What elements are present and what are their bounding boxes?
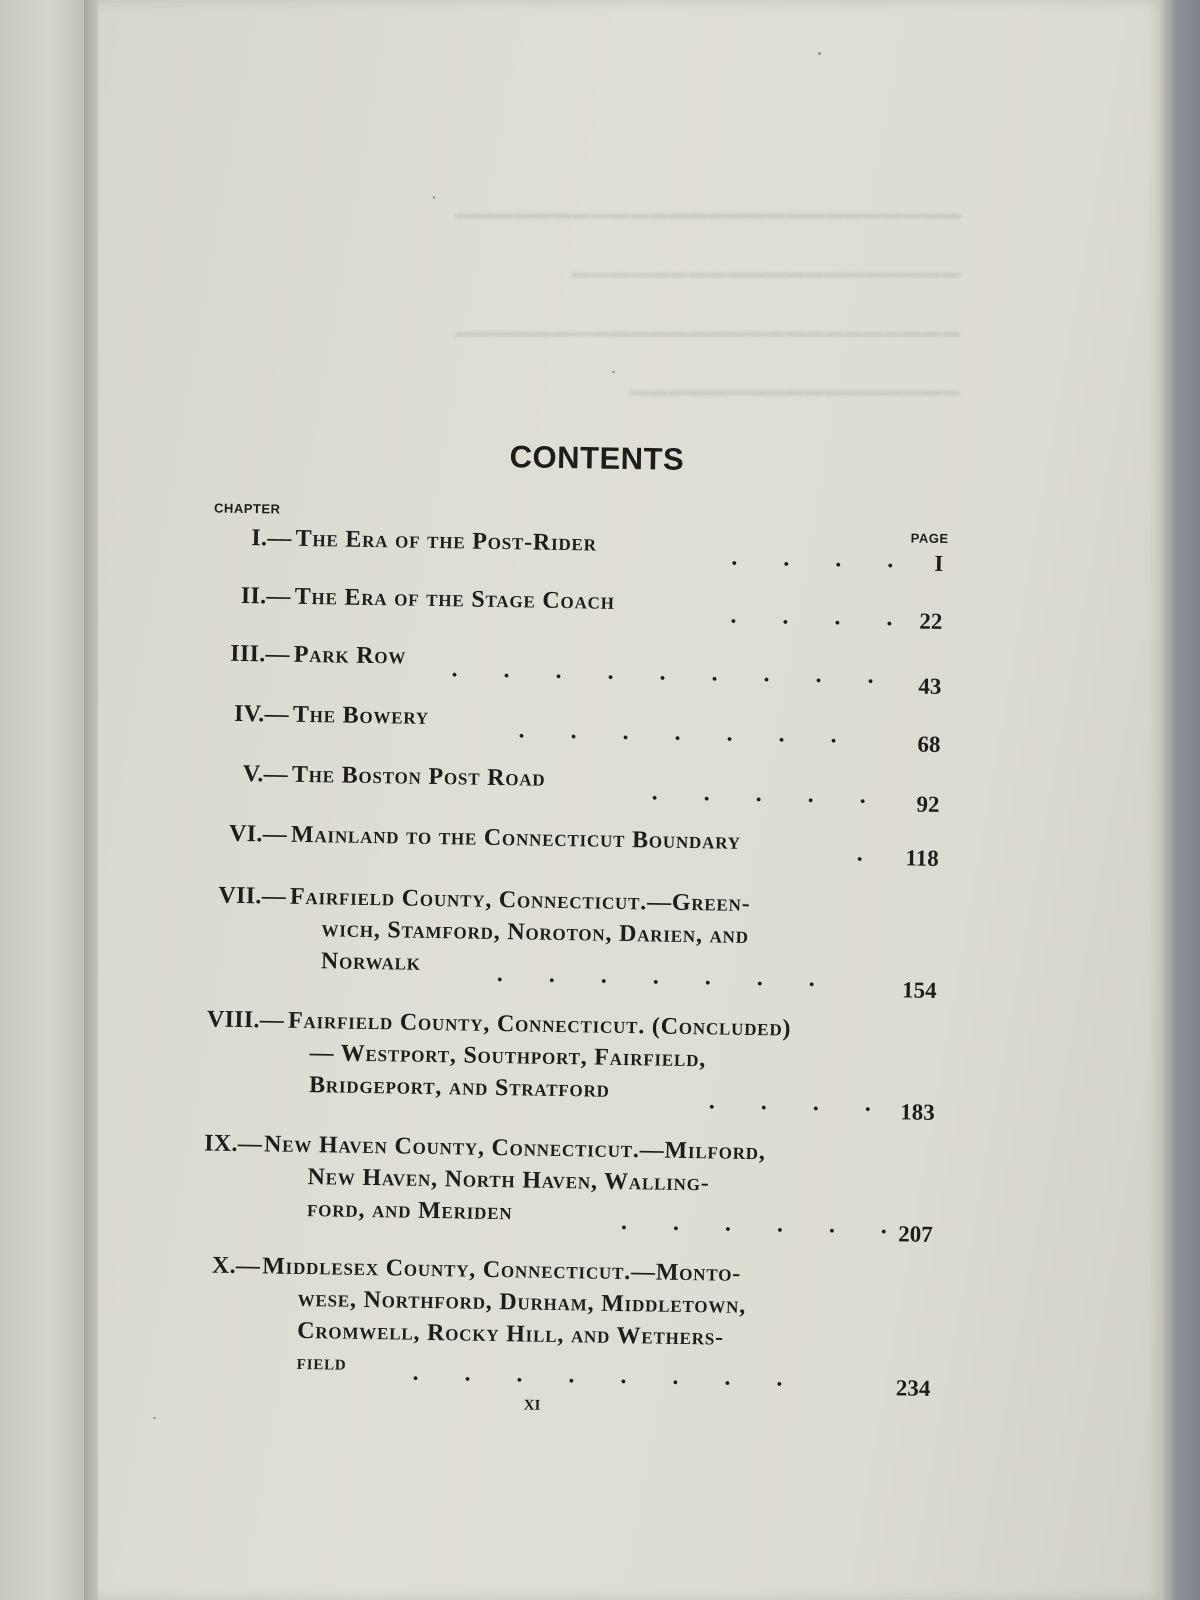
chapter-title: Fairfield County, Connecticut.—Green- [289, 883, 751, 917]
chapter-title-continued: field [296, 1349, 347, 1375]
page-number: 22 [919, 608, 943, 634]
chapter-title-continued: wese, Northford, Durham, Middletown, [297, 1285, 747, 1319]
dot-leader: . . . . . . [620, 1208, 908, 1240]
toc-entry [0, 1003, 1198, 1125]
page-number: 118 [905, 845, 939, 871]
toc-entry [0, 1127, 1196, 1247]
dot-leader: . . . . . . . . . [451, 656, 894, 690]
chapter-title: Fairfield County, Connecticut. (Concluded) [287, 1007, 792, 1042]
chapter-title-continued: Bridgeport, and Stratford [308, 1072, 610, 1103]
chapter-title: The Bowery [292, 701, 430, 730]
chapter-title-continued: Cromwell, Rocky Hill, and Wethers- [296, 1317, 725, 1351]
page-number: 43 [918, 673, 942, 699]
dot-leader: . [856, 840, 883, 868]
dot-leader: . . . . . [651, 779, 886, 810]
dot-leader: . . . . [731, 544, 914, 574]
chapter-number: X.— [211, 1252, 261, 1280]
chapter-title: The Era of the Post-Rider [295, 525, 597, 557]
chapter-number: VI.— [228, 820, 288, 848]
chapter-number: II.— [240, 582, 291, 610]
chapter-title: Park Row [293, 641, 407, 670]
chapter-title: Middlesex County, Connecticut.—Monto- [262, 1253, 742, 1287]
chapter-title-continued: New Haven, North Haven, Walling- [307, 1164, 710, 1197]
chapter-number: I.— [251, 525, 292, 552]
chapter-title-continued: Norwalk [320, 948, 421, 976]
toc-entry [1, 817, 1200, 871]
toc-entry [2, 757, 1200, 817]
chapter-title-continued: ford, and Meriden [306, 1196, 513, 1226]
dot-leader: . . . . . . . . [412, 1359, 803, 1392]
dot-leader: . . . . . . . [518, 717, 857, 749]
paper-speck [153, 1417, 156, 1419]
page-title: CONTENTS [509, 439, 685, 477]
dot-leader: . . . . . . . [496, 961, 835, 993]
chapter-title: The Boston Post Road [291, 761, 546, 792]
page-number: 154 [901, 977, 937, 1003]
toc-entry [0, 879, 1200, 1003]
dot-leader: . . . . [708, 1088, 892, 1118]
page-number: 207 [898, 1221, 933, 1247]
chapter-number: VIII.— [206, 1006, 285, 1034]
chapter-number: IV.— [233, 700, 290, 728]
paper-speck [818, 52, 821, 55]
chapter-title: Mainland to the Connecticut Boundary [290, 821, 741, 855]
toc-entry [6, 521, 1200, 576]
chapter-title: New Haven County, Connecticut.—Milford, [263, 1131, 766, 1166]
page-column-label: PAGE [910, 530, 949, 547]
page-folio: xi [523, 1389, 541, 1415]
page-number: 92 [916, 791, 940, 817]
chapter-column-label: CHAPTER [213, 500, 281, 517]
paper-speck [433, 196, 435, 199]
chapter-number: V.— [242, 761, 289, 788]
page-number: 183 [900, 1099, 935, 1125]
page-number: I [934, 550, 944, 576]
page-number: 68 [917, 731, 941, 757]
chapter-number: VII.— [218, 882, 287, 910]
toc-entry [5, 579, 1200, 634]
chapter-number: IX.— [204, 1130, 263, 1158]
chapter-title: The Era of the Stage Coach [294, 583, 615, 615]
show-through: ▁▁▁▁▁▁▁▁▁▁▁▁▁▁▁▁▁▁▁▁▁▁▁▁▁▁ ▁▁▁▁▁▁▁▁▁▁▁▁▁▁▁▁▁▁▁▁ ▁▁▁▁▁▁▁▁▁▁▁▁▁▁▁▁▁▁▁▁▁▁▁▁▁▁ ▁▁▁▁▁▁▁▁▁▁▁▁▁▁▁▁▁ [454, 192, 960, 395]
chapter-title-continued: — Westport, Southport, Fairfield, [309, 1040, 707, 1073]
dot-leader: . . . . [730, 602, 913, 632]
chapter-title-continued: wich, Stamford, Noroton, Darien, and [321, 916, 750, 949]
toc-entry [0, 1249, 1194, 1401]
toc-entry [4, 637, 1200, 699]
toc-entry [3, 697, 1200, 757]
page-number: 234 [895, 1375, 931, 1401]
chapter-number: III.— [230, 640, 291, 668]
paper-speck [612, 371, 615, 373]
